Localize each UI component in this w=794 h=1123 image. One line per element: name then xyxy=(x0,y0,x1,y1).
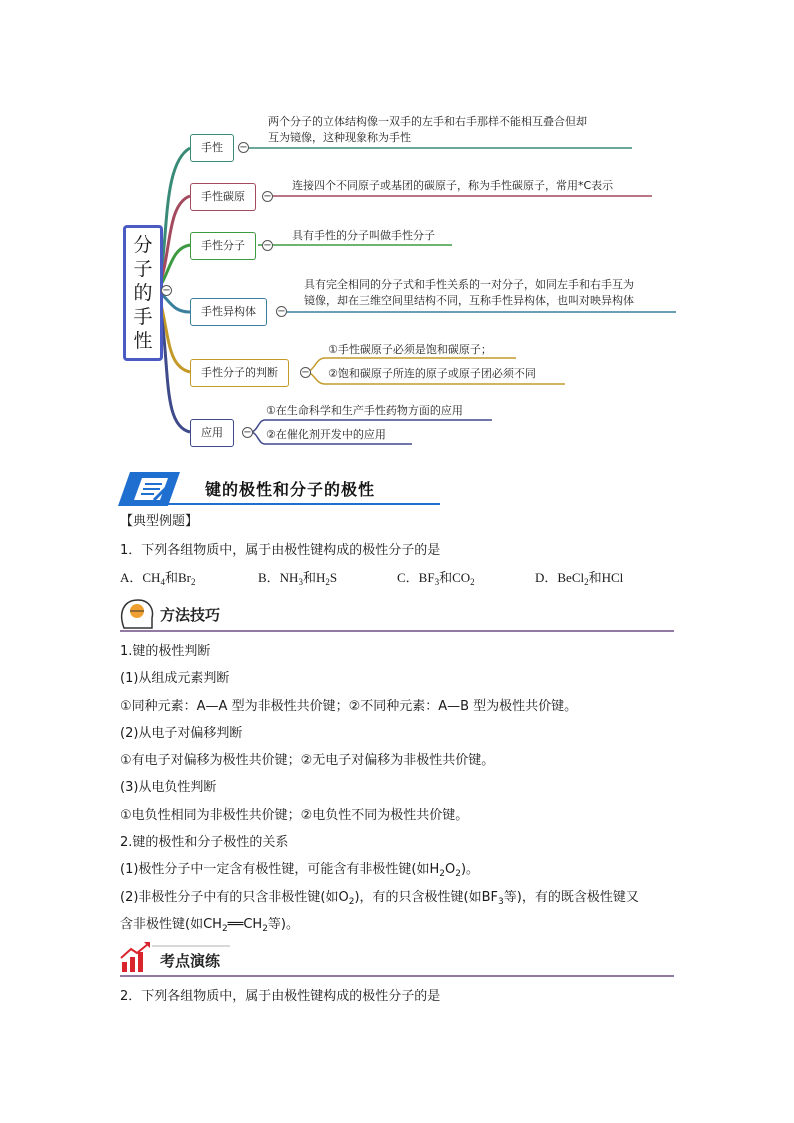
method-heading: 方法技巧 xyxy=(160,606,221,624)
formula-part: NH xyxy=(279,570,299,585)
formula-part: 和HCl xyxy=(588,570,624,585)
formula-part: 和Br xyxy=(164,570,191,585)
formula-part: 和CO xyxy=(439,570,471,585)
collapse-icon[interactable]: − xyxy=(301,367,310,378)
subscript: 2 xyxy=(262,924,268,934)
option-letter: C． xyxy=(397,570,419,585)
option-letter: D． xyxy=(535,570,558,585)
mindmap-leaf: 具有完全相同的分子式和手性关系的一对分子，如同左手和右手互为 xyxy=(304,278,634,291)
subscript: 2 xyxy=(221,924,228,934)
practice-heading: 考点演练 xyxy=(160,952,221,970)
text-part: )，有的只含极性键(如BF xyxy=(354,890,499,905)
formula-part: 和H xyxy=(302,570,326,585)
text-part: )。 xyxy=(460,862,480,877)
method-line: ①有电子对偏移为极性共价键；②无电子对偏移为非极性共价键。 xyxy=(120,753,495,768)
collapse-icon[interactable]: − xyxy=(263,240,272,251)
mindmap-node-judgement[interactable]: 手性分子的判断 xyxy=(190,359,289,387)
mindmap-root[interactable] xyxy=(123,225,163,361)
mindmap-node-chiral-isomer[interactable]: 手性异构体 xyxy=(190,298,267,326)
formula-subscript: 2 xyxy=(584,577,589,587)
method-line: (1)从组成元素判断 xyxy=(120,671,230,686)
text-part: (1)极性分子中一定含有极性键，可能含有非极性键(如H xyxy=(120,862,440,877)
method-line: (2)从电子对偏移判断 xyxy=(120,726,243,741)
mindmap-root-label: 分子的手性 xyxy=(133,234,153,352)
text-part: O xyxy=(445,862,456,877)
collapse-icon[interactable]: − xyxy=(243,427,252,438)
mindmap-leaf: 具有手性的分子叫做手性分子 xyxy=(292,229,435,242)
root-collapse-icon[interactable]: − xyxy=(162,285,171,296)
formula-subscript: 3 xyxy=(298,577,303,587)
section-title: 键的极性和分子的极性 xyxy=(205,480,376,499)
mindmap-leaf: ②饱和碳原子所连的原子或原子团必须不同 xyxy=(328,367,536,380)
text-part: (2)非极性分子中有的只含非极性键(如O xyxy=(120,890,349,905)
mindmap-node-application[interactable]: 应用 xyxy=(190,419,234,447)
method-line: 2.键的极性和分子极性的关系 xyxy=(120,835,289,850)
formula-subscript: 3 xyxy=(434,577,440,587)
example-heading: 【典型例题】 xyxy=(120,514,199,529)
subscript: 2 xyxy=(455,869,461,879)
mindmap-leaf: 连接四个不同原子或基团的碳原子，称为手性碳原子，常用*C表示 xyxy=(292,179,614,192)
mindmap-leaf: ②在催化剂开发中的应用 xyxy=(266,428,386,441)
mindmap-leaf: ①手性碳原子必须是饱和碳原子； xyxy=(328,343,492,356)
section-banner-icon xyxy=(118,472,180,506)
formula-subscript: 2 xyxy=(325,577,330,587)
option-c xyxy=(397,568,475,592)
subscript: 3 xyxy=(498,897,504,907)
formula-part: S xyxy=(329,570,338,585)
formula-part: CH xyxy=(142,570,161,585)
formula-part: BeCl xyxy=(557,570,585,585)
question-2: 2．下列各组物质中，属于由极性键构成的极性分子的是 xyxy=(120,989,441,1004)
option-d xyxy=(535,568,623,592)
mindmap-leaf: ①在生命科学和生产手性药物方面的应用 xyxy=(266,404,463,417)
text-part: 等)。 xyxy=(267,917,299,932)
formula-subscript: 4 xyxy=(160,577,165,587)
collapse-icon[interactable]: − xyxy=(263,191,272,202)
option-letter: B． xyxy=(258,570,280,585)
option-b xyxy=(258,568,337,592)
method-line xyxy=(120,888,639,912)
option-letter: A． xyxy=(120,570,143,585)
mindmap-node-chiral-carbon[interactable]: 手性碳原 xyxy=(190,183,256,211)
text-part: 含非极性键(如CH xyxy=(120,917,222,932)
subscript: 2 xyxy=(439,869,445,879)
mindmap-leaf: 互为镜像，这种现象称为手性 xyxy=(268,131,411,144)
formula-subscript: 2 xyxy=(470,577,475,587)
option-a xyxy=(120,568,195,592)
trend-chart-icon xyxy=(121,942,150,972)
mindmap-leaf: 镜像，却在三维空间里结构不同，互称手性异构体，也叫对映异构体 xyxy=(304,294,634,307)
method-line xyxy=(120,860,479,884)
text-part: 等)，有的既含极性键又 xyxy=(503,890,639,905)
text-part: ══CH xyxy=(227,917,263,932)
method-line: 1.键的极性判断 xyxy=(120,644,211,659)
method-line: ①电负性相同为非极性共价键；②电负性不同为极性共价键。 xyxy=(120,808,469,823)
subscript: 2 xyxy=(348,897,355,907)
formula-part: BF xyxy=(418,570,435,585)
mindmap-node-chiral-molecule[interactable]: 手性分子 xyxy=(190,232,256,260)
head-brain-icon xyxy=(122,600,153,628)
method-line: (3)从电负性判断 xyxy=(120,780,217,795)
method-line: ①同种元素：A—A 型为非极性共价键；②不同种元素：A—B 型为极性共价键。 xyxy=(120,699,578,714)
collapse-icon[interactable]: − xyxy=(277,306,286,317)
formula-subscript: 2 xyxy=(190,577,196,587)
collapse-icon[interactable]: − xyxy=(239,142,248,153)
mindmap-leaf: 两个分子的立体结构像一双手的左手和右手那样不能相互叠合但却 xyxy=(268,115,587,128)
method-line xyxy=(120,915,299,939)
mindmap-node-chirality[interactable]: 手性 xyxy=(190,134,234,162)
question-1: 1．下列各组物质中，属于由极性键构成的极性分子的是 xyxy=(120,543,441,558)
